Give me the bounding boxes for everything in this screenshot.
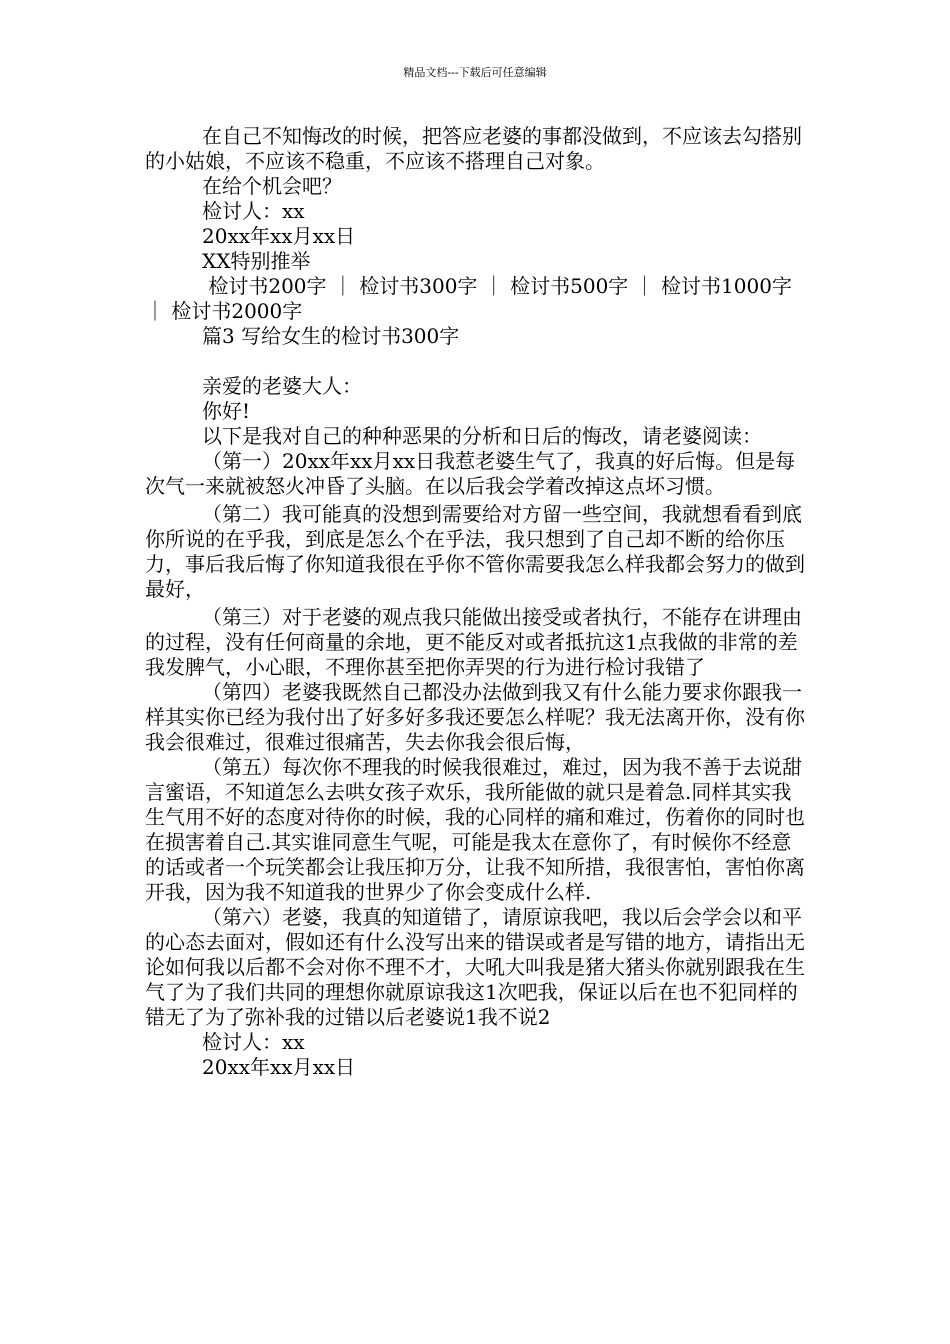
date-line-2: 20xx年xx月xx日 xyxy=(202,1055,356,1079)
paragraph-regret: 在自己不知悔改的时候，把答应老婆的事都没做到，不应该去勾搭别的小姑娘，不应该不稳重，不应该不搭理自己对象。 xyxy=(145,124,802,173)
point-four: （第四）老婆我既然自己都没办法做到我又有什么能力要求你跟我一样其实你已经为我付出了好多好多我还要怎么样呢？我无法离开你，没有你我会很难过，很难过很痛苦，失去你我会很后悔， xyxy=(145,680,805,754)
point-five: （第五）每次你不理我的时候我很难过，难过，因为我不善于去说甜言蜜语，不知道怎么去哄女孩子欢乐，我所能做的就只是着急.同样其实我生气用不好的态度对待你的时候，我的心同样的痛和难过，伤着你的同时也在损害着自己.其实谁同意生气呢，可能是我太在意你了，有时候你不经意的话或者一个玩笑都会让我压抑万分，让我不知所措，我很害怕，害怕你离开我，因为我不知道我的世界少了你会变成什么样. xyxy=(145,755,805,904)
section-title: 篇3 写给女生的检讨书300字 xyxy=(202,324,460,348)
signer-line: 检讨人：xx xyxy=(202,199,305,223)
intro-paragraph: 以下是我对自己的种种恶果的分析和日后的悔改，请老婆阅读： xyxy=(202,424,762,448)
page-header: 精品文档---下载后可任意编辑 xyxy=(403,66,547,79)
recommend-links: 检讨书200字 ｜ 检讨书300字 ｜ 检讨书500字 ｜ 检讨书1000字 ｜ 检讨书2000字 xyxy=(145,274,799,323)
salutation: 亲爱的老婆大人： xyxy=(202,374,362,398)
point-six: （第六）老婆，我真的知道错了，请原谅我吧，我以后会学会以和平的心态去面对，假如还有什么没写出来的错误或者是写错的地方，请指出无论如何我以后都不会对你不理不才，大吼大叫我是猪大猪头你就别跟我在生气了为了我们共同的理想你就原谅我这1次吧我，保证以后在也不犯同样的错无了为了弥补我的过错以后老婆说1我不说2 xyxy=(145,905,805,1029)
point-two: （第二）我可能真的没想到需要给对方留一些空间，我就想看看到底你所说的在乎我，到底是怎么个在乎法，我只想到了自己却不断的给你压力，事后我后悔了你知道我很在乎你不管你需要我怎么样我都会努力的做到最好， xyxy=(145,502,805,601)
paragraph-chance: 在给个机会吧？ xyxy=(202,174,342,198)
point-one: （第一）20xx年xx月xx日我惹老婆生气了，我真的好后悔。但是每次气一来就被怒火冲昏了头脑。在以后我会学着改掉这点坏习惯。 xyxy=(145,449,796,498)
recommend-title: XX特别推举 xyxy=(202,249,311,273)
document-body xyxy=(145,124,810,1080)
blank-line xyxy=(145,349,810,374)
greeting: 你好! xyxy=(202,399,251,423)
point-three: （第三）对于老婆的观点我只能做出接受或者执行，不能存在讲理由的过程，没有任何商量的余地，更不能反对或者抵抗这1点我做的非常的差我发脾气，小心眼，不理你甚至把你弄哭的行为进行检讨我错了 xyxy=(145,605,802,679)
signer-line-2: 检讨人：xx xyxy=(202,1030,305,1054)
date-line: 20xx年xx月xx日 xyxy=(202,224,356,248)
